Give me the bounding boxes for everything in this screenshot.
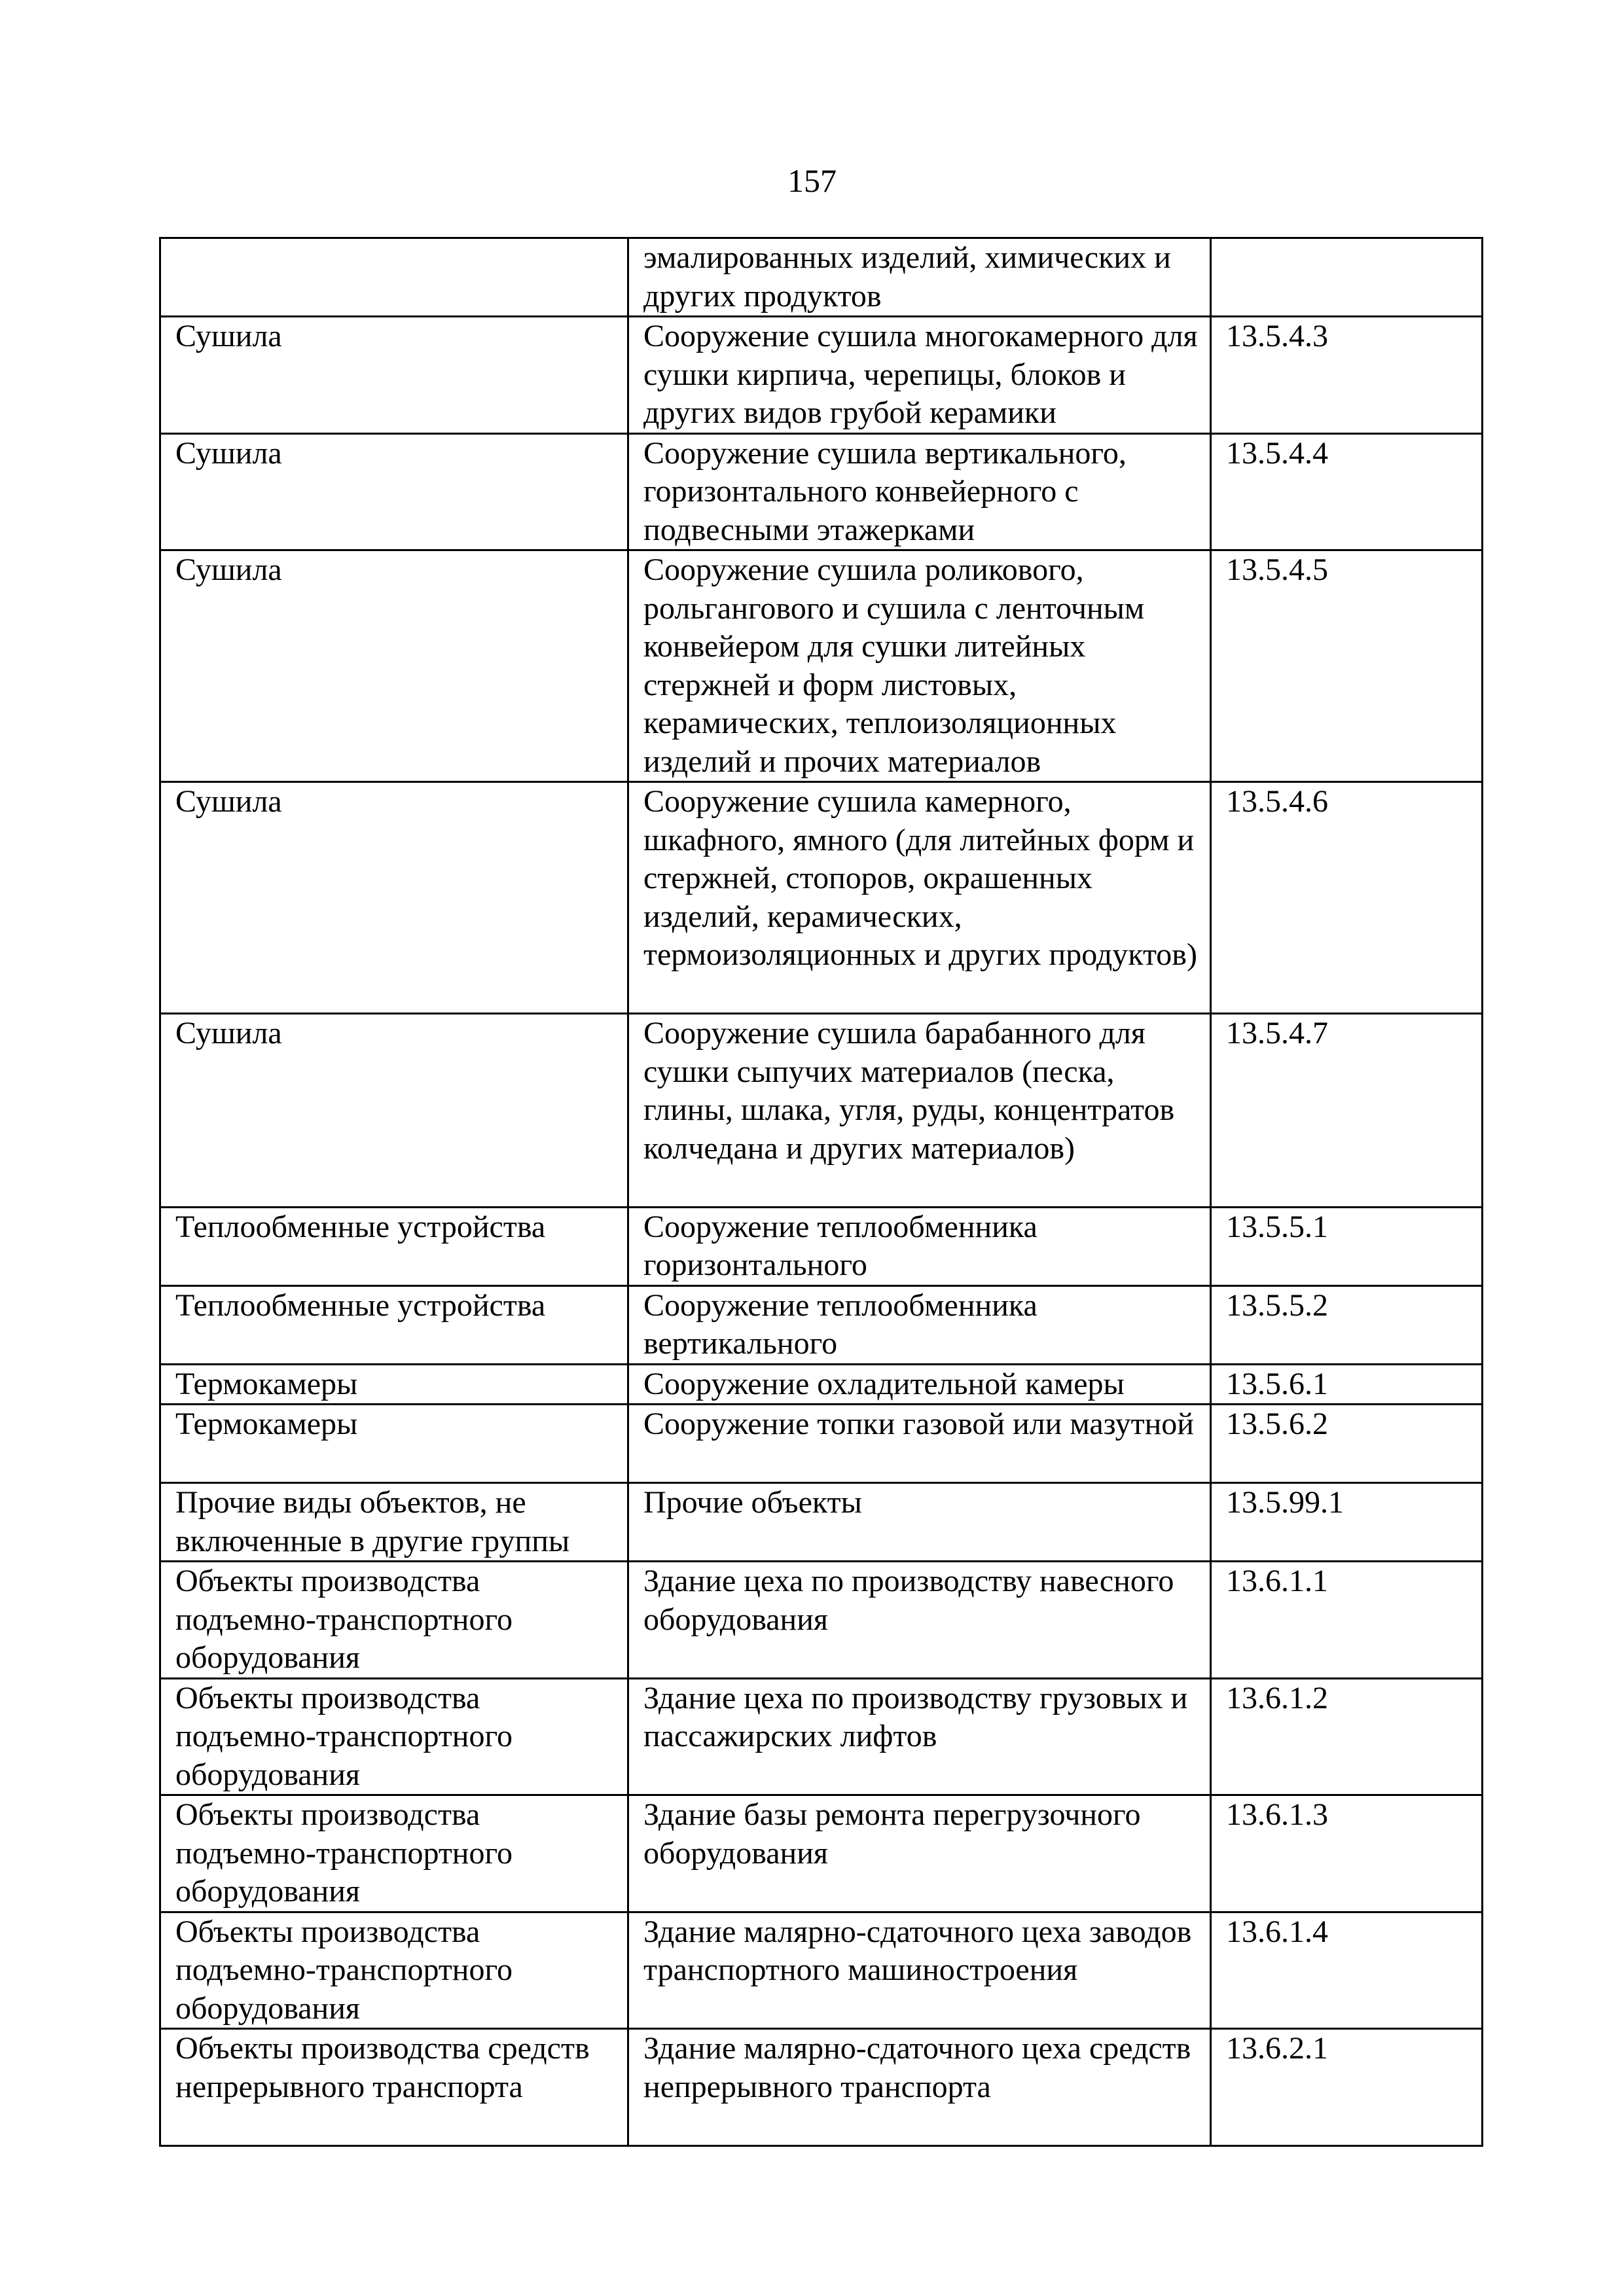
table-row (160, 1678, 1483, 1795)
object-group-text: Сушила (175, 319, 282, 353)
object-name-text: Сооружение сушила вертикального, горизонтального конвейерного с подвесными этажерками (643, 435, 1127, 547)
object-code-text: 13.5.5.2 (1226, 1287, 1328, 1323)
table-row (160, 1364, 1483, 1405)
table-row (160, 433, 1483, 550)
table-row (160, 782, 1483, 1014)
object-code-text: 13.5.4.6 (1226, 784, 1328, 819)
object-group-cell (160, 2029, 628, 2146)
object-group-cell (160, 782, 628, 1014)
object-name-text: Сооружение теплообменника горизонтального (643, 1209, 1038, 1282)
object-group-cell (160, 1912, 628, 2029)
object-group-text: Прочие виды объектов, не включенные в другие группы (175, 1485, 570, 1558)
object-name-text: эмалированных изделий, химических и других продуктов (643, 240, 1171, 314)
object-name-cell (628, 1405, 1211, 1483)
object-code-text: 13.5.6.1 (1226, 1366, 1328, 1401)
object-name-text: Здание малярно-сдаточного цеха заводов транспортного машиностроения (643, 1914, 1192, 1987)
table-row (160, 1405, 1483, 1483)
object-name-text: Сооружение топки газовой или мазутной (643, 1407, 1194, 1441)
object-code-text: 13.5.6.2 (1226, 1407, 1328, 1441)
object-group-cell (160, 433, 628, 550)
object-code-text: 13.5.4.3 (1226, 319, 1328, 353)
object-code-cell (1211, 1405, 1483, 1483)
object-group-text: Термокамеры (175, 1366, 358, 1401)
table-row (160, 1912, 1483, 2029)
object-group-text: Объекты производства подъемно-транспортного оборудования (175, 1680, 513, 1792)
object-name-text: Здание цеха по производству навесного оборудования (643, 1564, 1174, 1637)
object-code-text: 13.6.1.3 (1226, 1797, 1328, 1832)
object-group-text: Объекты производства подъемно-транспортного оборудования (175, 1564, 513, 1675)
object-name-text: Сооружение сушила многокамерного для сушки кирпича, черепицы, блоков и других видов грубой керамики (643, 319, 1198, 430)
table-row (160, 317, 1483, 434)
table-row (160, 2029, 1483, 2146)
object-code-cell (1211, 2029, 1483, 2146)
table-row (160, 238, 1483, 317)
object-code-cell (1211, 433, 1483, 550)
object-name-cell (628, 1483, 1211, 1562)
object-code-text: 13.5.4.7 (1226, 1016, 1328, 1050)
object-group-text: Сушила (175, 552, 282, 587)
object-code-cell (1211, 1364, 1483, 1405)
object-code-cell (1211, 1207, 1483, 1285)
object-name-cell (628, 317, 1211, 434)
object-group-text: Термокамеры (175, 1407, 358, 1441)
object-group-text: Объекты производства подъемно-транспортного оборудования (175, 1914, 513, 2026)
object-name-cell (628, 550, 1211, 782)
object-group-text: Теплообменные устройства (175, 1209, 546, 1244)
object-group-text: Сушила (175, 435, 282, 471)
object-code-cell (1211, 1562, 1483, 1679)
object-code-cell (1211, 1014, 1483, 1208)
object-code-cell (1211, 782, 1483, 1014)
object-group-text: Сушила (175, 1016, 282, 1050)
object-name-cell (628, 2029, 1211, 2146)
object-name-text: Сооружение сушила камерного, шкафного, ямного (для литейных форм и стержней, стопоров, окрашенных изделий, керамических, термоизоляционных и других продуктов) (643, 784, 1197, 972)
table-row (160, 1483, 1483, 1562)
object-name-cell (628, 1014, 1211, 1208)
object-code-cell (1211, 238, 1483, 317)
object-code-cell (1211, 550, 1483, 782)
object-name-cell (628, 1364, 1211, 1405)
table-body (160, 238, 1483, 2146)
object-name-text: Сооружение сушила барабанного для сушки сыпучих материалов (песка, глины, шлака, угля, руды, концентратов колчедана и других материалов) (643, 1016, 1175, 1166)
object-code-text: 13.5.5.1 (1226, 1209, 1328, 1244)
table-row (160, 1285, 1483, 1364)
object-name-text: Здание цеха по производству грузовых и пассажирских лифтов (643, 1680, 1188, 1753)
object-group-cell (160, 1364, 628, 1405)
object-name-cell (628, 1285, 1211, 1364)
object-code-text: 13.5.4.5 (1226, 552, 1328, 587)
table-row (160, 1014, 1483, 1208)
object-group-cell (160, 317, 628, 434)
object-name-text: Здание малярно-сдаточного цеха средств непрерывного транспорта (643, 2031, 1191, 2104)
page-number: 157 (787, 162, 837, 199)
object-code-text: 13.5.4.4 (1226, 435, 1328, 471)
table-row (160, 1207, 1483, 1285)
table-row (160, 1795, 1483, 1912)
object-name-text: Здание базы ремонта перегрузочного оборудования (643, 1797, 1141, 1871)
object-code-cell (1211, 1678, 1483, 1795)
table-row (160, 550, 1483, 782)
object-group-cell (160, 1483, 628, 1562)
classification-table (159, 237, 1483, 2147)
object-name-text: Прочие объекты (643, 1485, 862, 1520)
object-name-cell (628, 433, 1211, 550)
object-name-text: Сооружение теплообменника вертикального (643, 1287, 1038, 1361)
object-code-text: 13.6.2.1 (1226, 2031, 1328, 2066)
object-name-cell (628, 1912, 1211, 2029)
object-group-cell (160, 1207, 628, 1285)
object-code-text: 13.6.1.2 (1226, 1680, 1328, 1715)
object-name-cell (628, 1795, 1211, 1912)
object-code-text: 13.6.1.1 (1226, 1564, 1328, 1598)
object-name-cell (628, 782, 1211, 1014)
object-code-cell (1211, 1285, 1483, 1364)
object-group-cell (160, 1562, 628, 1679)
object-group-cell (160, 1285, 628, 1364)
object-group-cell (160, 550, 628, 782)
object-name-cell (628, 1678, 1211, 1795)
object-group-cell (160, 1014, 628, 1208)
object-code-cell (1211, 1795, 1483, 1912)
object-code-text: 13.6.1.4 (1226, 1914, 1328, 1949)
object-group-text: Сушила (175, 784, 282, 819)
object-name-text: Сооружение сушила роликового, рольгангового и сушила с ленточным конвейером для сушки литейных стержней и форм листовых, керамических, теплоизоляционных изделий и прочих материалов (643, 552, 1145, 779)
object-group-text: Объекты производства средств непрерывного транспорта (175, 2031, 590, 2104)
object-code-cell (1211, 317, 1483, 434)
object-group-cell (160, 1405, 628, 1483)
table-row (160, 1562, 1483, 1679)
object-group-cell (160, 1678, 628, 1795)
object-group-text: Теплообменные устройства (175, 1287, 546, 1323)
object-group-text: Объекты производства подъемно-транспортного оборудования (175, 1797, 513, 1909)
object-code-cell (1211, 1912, 1483, 2029)
object-group-cell (160, 1795, 628, 1912)
object-code-text: 13.5.99.1 (1226, 1485, 1344, 1520)
object-name-cell (628, 1562, 1211, 1679)
object-name-cell (628, 1207, 1211, 1285)
object-name-text: Сооружение охладительной камеры (643, 1366, 1125, 1401)
object-code-cell (1211, 1483, 1483, 1562)
object-name-cell (628, 238, 1211, 317)
object-group-cell (160, 238, 628, 317)
